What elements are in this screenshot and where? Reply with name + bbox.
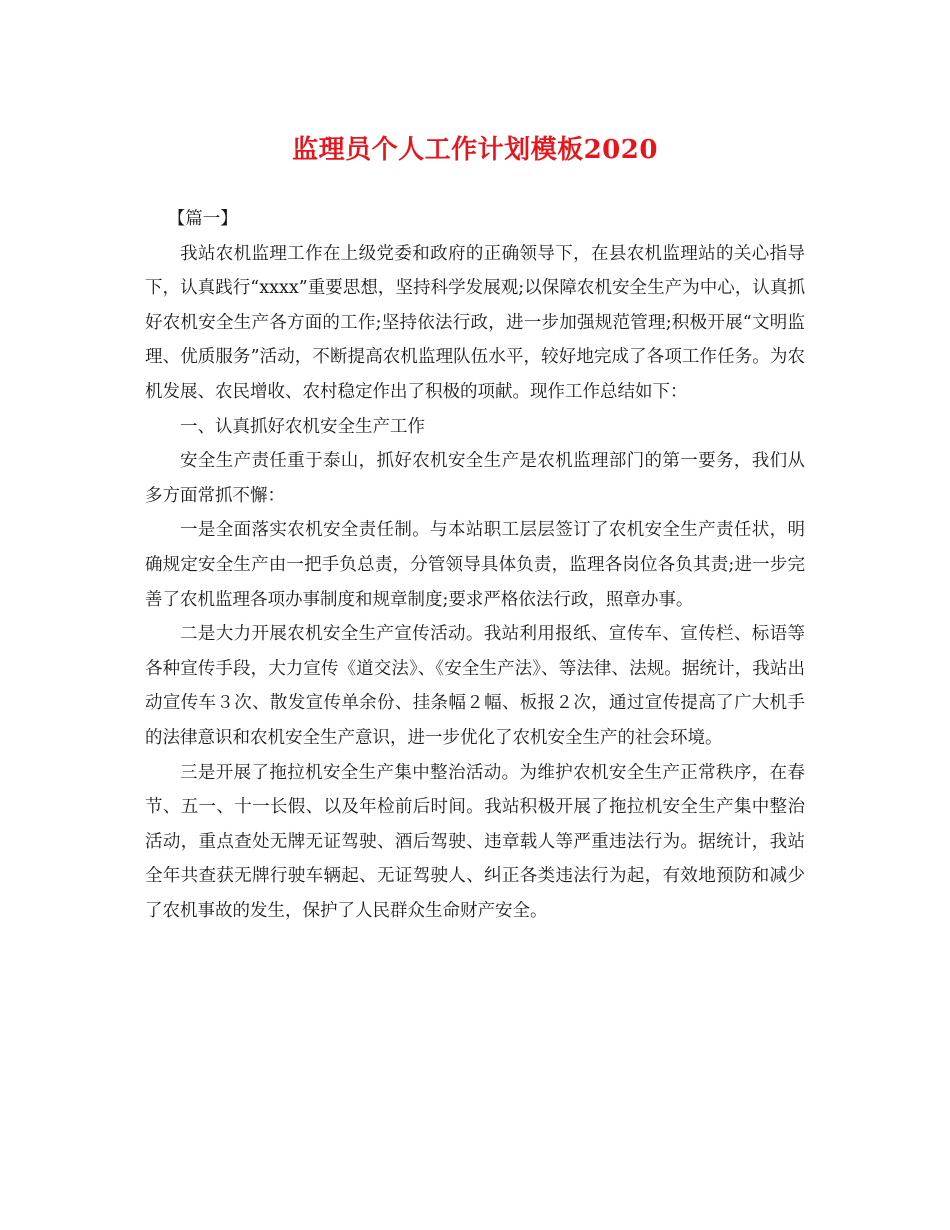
paragraph-intro: 我站农机监理工作在上级党委和政府的正确领导下，在县农机监理站的关心指导下，认真践行“xxxx”重要思想，坚持科学发展观;以保障农机安全生产为中心，认真抓好农机安全生产各方面的工作;坚持依法行政，进一步加强规范管理;积极开展“文明监理、优质服务”活动，不断提高农机监理队伍水平，较好地完成了各项工作任务。为农机发展、农民增收、农村稳定作出了积极的项献。现作工作总结如下：	[145, 243, 805, 402]
document-title: 监理员个人工作计划模板2020	[292, 135, 658, 165]
paragraph-publicity: 二是大力开展农机安全生产宣传活动。我站利用报纸、宣传车、宣传栏、标语等各种宣传手段，大力宣传《道交法》、《安全生产法》、等法律、法规。据统计，我站出动宣传车３次、散发宣传单余份、挂条幅２幅、板报２次，通过宣传提高了广大机手的法律意识和农机安全生产意识，进一步优化了农机安全生产的社会环境。	[145, 624, 805, 748]
section-label: 【篇一】	[167, 209, 238, 229]
paragraph-responsibility: 一是全面落实农机安全责任制。与本站职工层层签订了农机安全生产责任状，明确规定安全生产由一把手负总责，分管领导具体负责，监理各岗位各负其责;进一步完善了农机监理各项办事制度和规章制度;要求严格依法行政，照章办事。	[145, 520, 805, 610]
section-heading: 一、认真抓好农机安全生产工作	[180, 416, 425, 437]
paragraph-safety: 安全生产责任重于泰山，抓好农机安全生产是农机监理部门的第一要务，我们从多方面常抓不懈：	[145, 451, 805, 506]
document-body	[145, 202, 805, 928]
paragraph-rectification: 三是开展了拖拉机安全生产集中整治活动。为维护农机安全生产正常秩序，在春节、五一、十一长假、以及年检前后时间。我站积极开展了拖拉机安全生产集中整治活动，重点查处无牌无证驾驶、酒后驾驶、违章载人等严重违法行为。据统计，我站全年共查获无牌行驶车辆起、无证驾驶人、纠正各类违法行为起，有效地预防和减少了农机事故的发生，保护了人民群众生命财产安全。	[145, 762, 805, 921]
